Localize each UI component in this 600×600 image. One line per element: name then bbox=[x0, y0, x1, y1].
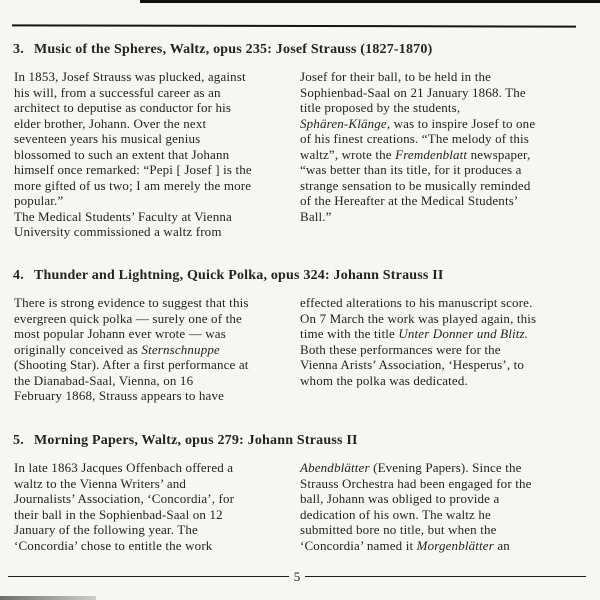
text-line: his will, from a successful career as an bbox=[14, 84, 221, 100]
scan-edge-top bbox=[140, 0, 600, 3]
text-line: seventeen years his musical genius bbox=[14, 131, 201, 146]
text-line: Sphären-Klänge, was to inspire Josef to one bbox=[300, 115, 536, 131]
text-line: submitted bore no title, but when the bbox=[300, 522, 497, 537]
scan-edge-bottom bbox=[0, 596, 96, 600]
section-number: 4. bbox=[13, 268, 24, 283]
text-line: January of the following year. The bbox=[14, 522, 198, 537]
page-footer bbox=[8, 569, 586, 584]
section-number: 3. bbox=[13, 42, 24, 57]
footer-rule-left bbox=[8, 576, 289, 578]
section-column-right bbox=[300, 295, 592, 404]
text-line: the Dianabad-Saal, Vienna, on 16 bbox=[14, 372, 194, 388]
text-line: elder brother, Johann. Over the next bbox=[14, 115, 207, 131]
text-line: most popular Johann ever wrote — was bbox=[14, 326, 226, 341]
text-line: Ball.” bbox=[300, 208, 332, 224]
section-heading bbox=[0, 267, 600, 284]
text-line: University commissioned a waltz from bbox=[14, 224, 222, 239]
section bbox=[0, 267, 600, 404]
section-title: Thunder and Lightning, Quick Polka, opus 324: Johann Strauss II bbox=[34, 268, 444, 283]
text-line: effected alterations to his manuscript score. bbox=[300, 295, 533, 310]
text-line: more gifted of us two; I am merely the more bbox=[14, 177, 252, 193]
section-title: Music of the Spheres, Waltz, opus 235: Josef Strauss (1827-1870) bbox=[34, 42, 433, 57]
text-line: architect to deputise as conductor for his bbox=[14, 100, 232, 115]
text-line: Strauss Orchestra had been engaged for the bbox=[300, 475, 532, 491]
text-line: Journalists’ Association, ‘Concordia’, for bbox=[14, 491, 235, 506]
text-line: Vienna Arists’ Association, ‘Hesperus’, to bbox=[300, 357, 525, 372]
text-line: In late 1863 Jacques Offenbach offered a bbox=[14, 460, 234, 475]
footer-rule-right bbox=[305, 576, 586, 578]
section-column-right bbox=[300, 69, 592, 240]
page-number: 5 bbox=[293, 569, 301, 584]
text-line: In 1853, Josef Strauss was plucked, against bbox=[14, 69, 246, 84]
text-line: their ball in the Sophienbad-Saal on 12 bbox=[14, 506, 223, 522]
text-line: strange sensation to be musically reminded bbox=[300, 177, 531, 193]
section-title: Morning Papers, Waltz, opus 279: Johann Strauss II bbox=[34, 433, 358, 448]
section-columns bbox=[0, 69, 600, 240]
text-line: waltz to the Vienna Writers’ and bbox=[14, 475, 187, 491]
text-line: of his finest creations. “The melody of this bbox=[300, 131, 529, 146]
section bbox=[0, 41, 600, 240]
section-columns bbox=[0, 295, 600, 404]
text-line: “was better than its title, for it produces a bbox=[300, 162, 522, 177]
text-line: originally conceived as Sternschnuppe bbox=[14, 341, 220, 357]
text-line: ball, Johann was obliged to provide a bbox=[300, 491, 500, 506]
text-line: dedication of his own. The waltz he bbox=[300, 506, 491, 522]
section-column-left bbox=[14, 69, 300, 240]
section-column-left bbox=[14, 295, 300, 404]
text-line: evergreen quick polka — surely one of the bbox=[14, 310, 242, 326]
text-line: popular.” bbox=[14, 193, 64, 208]
text-line: Sophienbad-Saal on 21 January 1868. The bbox=[300, 84, 526, 100]
text-line: of the Hereafter at the Medical Students’ bbox=[300, 193, 519, 208]
text-line: February 1868, Strauss appears to have bbox=[14, 388, 225, 403]
text-line: ‘Concordia’ chose to entitle the work bbox=[14, 537, 213, 553]
text-line: time with the title Unter Donner und Blitz. bbox=[300, 326, 529, 341]
section bbox=[0, 432, 600, 553]
text-line: title proposed by the students, bbox=[300, 100, 461, 115]
section-columns bbox=[0, 460, 600, 553]
text-line: blossomed to such an extent that Johann bbox=[14, 146, 230, 162]
text-line: Josef for their ball, to be held in the bbox=[300, 69, 492, 84]
text-line: The Medical Students’ Faculty at Vienna bbox=[14, 208, 232, 224]
text-line: waltz”, wrote the Fremdenblatt newspaper, bbox=[300, 146, 531, 162]
section-number: 5. bbox=[13, 433, 24, 448]
text-line: Abendblätter (Evening Papers). Since the bbox=[300, 460, 522, 475]
text-line: whom the polka was dedicated. bbox=[300, 372, 468, 388]
text-line: Both these performances were for the bbox=[300, 341, 501, 357]
header-rule bbox=[12, 24, 576, 27]
text-line: There is strong evidence to suggest that this bbox=[14, 295, 249, 310]
text-line: On 7 March the work was played again, this bbox=[300, 310, 537, 326]
section-column-left bbox=[14, 460, 300, 553]
text-line: himself once remarked: “Pepi [ Josef ] is the bbox=[14, 162, 252, 177]
text-line: (Shooting Star). After a first performance at bbox=[14, 357, 249, 372]
section-column-right bbox=[300, 460, 592, 553]
section-heading bbox=[0, 41, 600, 58]
text-line: ‘Concordia’ named it Morgenblätter an bbox=[300, 537, 510, 553]
section-heading bbox=[0, 432, 600, 449]
